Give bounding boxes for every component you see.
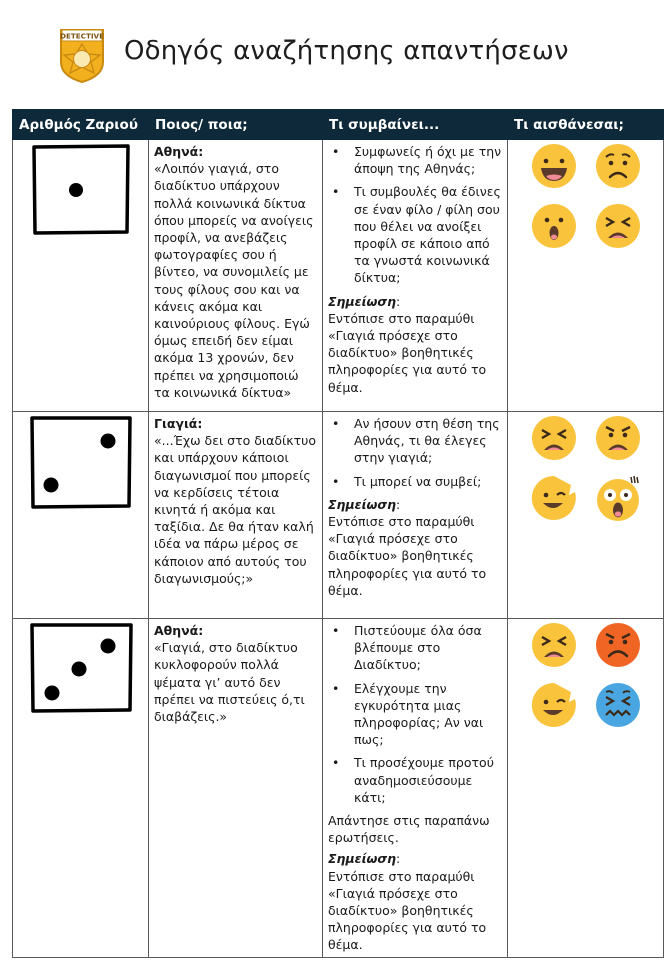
who-cell [149,412,323,619]
note: Σημείωση: Εντόπισε στο παραμύθι «Γιαγιά πρόσεχε στο διαδίκτυο» βοηθητικές πληροφορίες για αυτό το θέμα. [328,496,487,598]
question-item: • Αν ήσουν στη θέση της Αθηνάς, τι θα έλεγες στην γιαγιά; [328,415,502,467]
note: Σημείωση: Εντόπισε στο παραμύθι «Γιαγιά πρόσεχε στο διαδίκτυο» βοηθητικές πληροφορίες για αυτό το θέμα. [328,851,487,953]
what-happens-cell [323,619,508,958]
question-item: • Τι συμβουλές θα έδινες σε έναν φίλο / φίλη σου που θέλει να ανοίξει προφίλ σε κάποιο από τα γνωστά κοινωνικά δίκτυα; [328,183,502,286]
badge-text: DETECTIVE [59,31,105,41]
speaker-name: Αθηνά: [154,144,204,159]
who-cell [149,140,323,412]
note-text: Εντόπισε στο παραμύθι «Γιαγιά πρόσεχε στο διαδίκτυο» βοηθητικές πληροφορίες για αυτό το θέμα. [328,868,487,953]
page-title: Οδηγός αναζήτησης απαντήσεων [124,36,569,66]
page-header [0,0,667,100]
dice-cell [13,140,149,412]
feelings-cell [508,412,664,619]
tired-face-icon[interactable] [531,622,577,668]
shocked-face-icon[interactable] [595,475,641,521]
note-text: Εντόπισε στο παραμύθι «Γιαγιά πρόσεχε στο διαδίκτυο» βοηθητικές πληροφορίες για αυτό το θέμα. [328,514,487,598]
question-item: • Τι προσέχουμε προτού αναδημοσιεύσουμε κάτι; [328,754,502,806]
dice-two-icon [29,415,133,509]
dice-one-icon [31,143,131,235]
dice-cell [13,619,149,958]
note-label: Σημείωση [328,496,396,512]
table-row [13,619,664,958]
surprised-face-icon[interactable] [531,203,577,249]
question-item: • Συμφωνείς ή όχι με την άποψη της Αθηνάς; [328,143,502,177]
tired-face-icon[interactable] [531,415,577,461]
speaker-name: Γιαγιά: [154,416,203,431]
laughing-face-icon[interactable] [531,143,577,189]
table-row [13,140,664,412]
question-item: • Ελέγχουμε την εγκυρότητα μιας πληροφορίας; Αν ναι πως; [328,680,502,749]
what-happens-cell [323,140,508,412]
note-text: Εντόπισε στο παραμύθι «Γιαγιά πρόσεχε στο διαδίκτυο» βοηθητικές πληροφορίες για αυτό το θέμα. [328,310,487,395]
feelings-cell [508,140,664,412]
column-header-feelings: Τι αισθάνεσαι; [508,110,664,140]
dice-cell [13,412,149,619]
question-item: • Πιστεύουμε όλα όσα βλέπουμε στο Διαδίκτυο; [328,622,502,674]
worried-face-icon[interactable] [595,143,641,189]
confounded-face-icon[interactable] [595,682,641,728]
who-cell [149,619,323,958]
note-label: Σημείωση [328,851,396,867]
answer-guide-table [12,109,664,958]
column-header-dice: Αριθμός Ζαριού [13,110,149,140]
question-item: • Τι μπορεί να συμβεί; [328,473,502,490]
note: Σημείωση: Εντόπισε στο παραμύθι «Γιαγιά πρόσεχε στο διαδίκτυο» βοηθητικές πληροφορίες για αυτό το θέμα. [328,293,487,395]
what-happens-cell [323,412,508,619]
speaker-quote: «Λοιπόν γιαγιά, στο διαδίκτυο υπάρχουν πολλά κοινωνικά δίκτυα όπου μπορείς να ανοίγεις προφίλ, να ανεβάζεις φωτογραφίες σου ή βίντεο, να συνομιλείς με τους φίλους σου και να κάνεις ακόμα και καινούριους φίλους. Εγώ όμως επειδή δεν είμαι ακόμα 13 χρονών, δεν πρέπει να χρησιμοποιώ τα κοινωνικά δίκτυα» [154,161,314,400]
speaker-quote: «Γιαγιά, στο διαδίκτυο κυκλοφορούν πολλά ψέματα γι’ αυτό δεν πρέπει να πιστεύεις ό,τι διαβάζεις.» [154,640,305,725]
winking-face-icon[interactable] [531,682,577,728]
table-row [13,412,664,619]
column-header-who: Ποιος/ ποια; [149,110,323,140]
speaker-name: Αθηνά: [154,623,204,638]
answer-prompt: Απάντησε στις παραπάνω ερωτήσεις. [328,813,490,846]
note-label: Σημείωση [328,293,396,309]
column-header-what-happens: Τι συμβαίνει... [323,110,508,140]
angry-face-icon[interactable] [595,415,641,461]
tired-face-icon[interactable] [595,203,641,249]
furious-face-icon[interactable] [595,622,641,668]
table-header-row [13,110,664,140]
question-list [328,143,502,287]
question-list [328,622,502,806]
speaker-quote: «...Έχω δει στο διαδίκτυο και υπάρχουν κάποιοι διαγωνισμοί που μπορείς να κερδίσεις τέτοια κινητά ή ακόμα και ταξίδια. Δε θα ήταν καλή ιδέα να πάρω μέρος σε κάποιον από αυτούς του διαγωνισμούς;» [154,433,316,586]
feelings-cell [508,619,664,958]
question-list [328,415,502,490]
detective-badge-icon [58,24,106,84]
dice-three-icon [28,622,134,714]
winking-face-icon[interactable] [531,475,577,521]
